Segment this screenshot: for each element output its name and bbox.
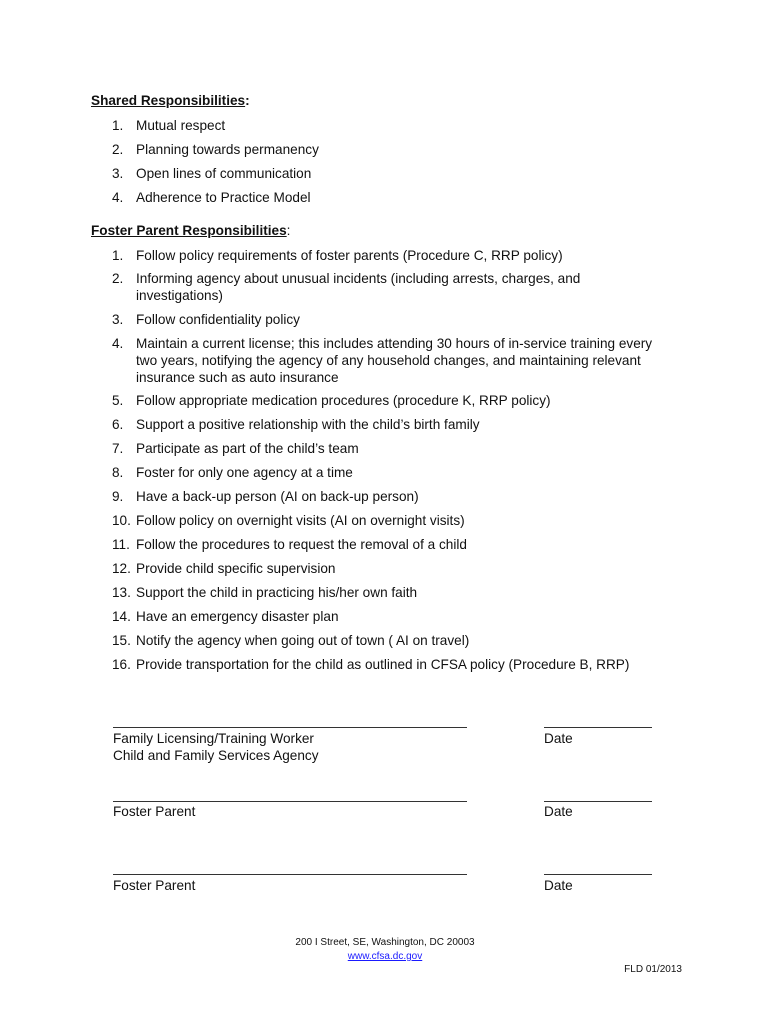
foster-parent-1-date-label: Date — [544, 804, 573, 819]
foster-item — [112, 608, 672, 625]
shared-item — [112, 165, 672, 182]
foster-item — [112, 247, 672, 264]
item-text: Follow policy on overnight visits (AI on overnight visits) — [136, 513, 465, 528]
item-text: Participate as part of the child’s team — [136, 441, 359, 456]
worker-signature-line[interactable] — [113, 727, 467, 728]
item-number: 15. — [112, 633, 131, 648]
item-number: 4. — [112, 190, 124, 205]
item-text: Maintain a current license; this includes attending 30 hours of in-service training every two years, notifying the agency of any household changes, and maintaining relevant insurance such as auto insurance — [136, 336, 653, 385]
foster-heading-colon: : — [286, 223, 291, 238]
foster-item — [112, 536, 672, 553]
item-text: Mutual respect — [136, 118, 226, 133]
shared-item — [112, 141, 672, 158]
foster-heading-text: Foster Parent Responsibilities — [91, 223, 287, 238]
foster-parent-responsibilities-heading — [91, 223, 290, 238]
item-number: 3. — [112, 312, 124, 327]
foster-item — [112, 311, 672, 328]
item-text: Provide transportation for the child as outlined in CFSA policy (Procedure B, RRP) — [136, 657, 630, 672]
item-text: Provide child specific supervision — [136, 561, 336, 576]
item-text: Support the child in practicing his/her own faith — [136, 585, 418, 600]
item-text: Informing agency about unusual incidents (including arrests, charges, and investigations) — [136, 271, 581, 303]
foster-item — [112, 632, 672, 649]
foster-item — [112, 464, 672, 481]
item-number: 7. — [112, 441, 124, 456]
item-text: Support a positive relationship with the child’s birth family — [136, 417, 480, 432]
foster-parent-2-date-line[interactable] — [544, 874, 652, 875]
foster-item — [112, 488, 672, 505]
item-text: Have an emergency disaster plan — [136, 609, 339, 624]
item-number: 10. — [112, 513, 131, 528]
item-text: Foster for only one agency at a time — [136, 465, 353, 480]
item-number: 12. — [112, 561, 131, 576]
item-number: 9. — [112, 489, 124, 504]
worker-agency-label: Child and Family Services Agency — [113, 748, 319, 763]
footer-website-link[interactable]: www.cfsa.dc.gov — [347, 951, 423, 962]
item-number: 14. — [112, 609, 131, 624]
shared-heading-colon: : — [245, 93, 250, 108]
item-number: 2. — [112, 271, 124, 286]
foster-item — [112, 392, 672, 409]
foster-item — [112, 512, 672, 529]
item-text: Follow confidentiality policy — [136, 312, 300, 327]
item-number: 16. — [112, 657, 131, 672]
item-text: Follow the procedures to request the removal of a child — [136, 537, 467, 552]
item-text: Follow appropriate medication procedures (procedure K, RRP policy) — [136, 393, 551, 408]
foster-parent-1-date-line[interactable] — [544, 801, 652, 802]
worker-date-line[interactable] — [544, 727, 652, 728]
foster-item — [112, 656, 672, 673]
foster-parent-1-signature-line[interactable] — [113, 801, 467, 802]
item-text: Planning towards permanency — [136, 142, 319, 157]
foster-item — [112, 560, 672, 577]
item-number: 6. — [112, 417, 124, 432]
shared-heading-text: Shared Responsibilities — [91, 93, 246, 108]
item-number: 1. — [112, 248, 124, 263]
shared-item — [112, 189, 672, 206]
form-code: FLD 01/2013 — [624, 964, 682, 975]
item-text: Have a back-up person (AI on back-up person) — [136, 489, 419, 504]
foster-parent-2-signature-line[interactable] — [113, 874, 467, 875]
foster-item — [112, 584, 672, 601]
shared-responsibilities-heading — [91, 93, 250, 108]
foster-item — [112, 335, 668, 386]
foster-parent-2-label: Foster Parent — [113, 878, 196, 893]
item-text: Follow policy requirements of foster parents (Procedure C, RRP policy) — [136, 248, 563, 263]
item-text: Notify the agency when going out of town ( AI on travel) — [136, 633, 470, 648]
foster-item — [112, 440, 672, 457]
item-text: Open lines of communication — [136, 166, 312, 181]
item-number: 3. — [112, 166, 124, 181]
item-number: 5. — [112, 393, 124, 408]
foster-parent-1-label: Foster Parent — [113, 804, 196, 819]
worker-date-label: Date — [544, 731, 573, 746]
item-number: 2. — [112, 142, 124, 157]
item-number: 11. — [112, 537, 130, 552]
shared-item — [112, 117, 672, 134]
item-number: 13. — [112, 585, 131, 600]
item-number: 8. — [112, 465, 124, 480]
foster-item — [112, 270, 612, 304]
worker-title-label: Family Licensing/Training Worker — [113, 731, 314, 746]
item-text: Adherence to Practice Model — [136, 190, 311, 205]
item-number: 1. — [112, 118, 124, 133]
footer-address: 200 I Street, SE, Washington, DC 20003 — [295, 937, 475, 948]
foster-parent-2-date-label: Date — [544, 878, 573, 893]
foster-item — [112, 416, 672, 433]
item-number: 4. — [112, 336, 124, 351]
